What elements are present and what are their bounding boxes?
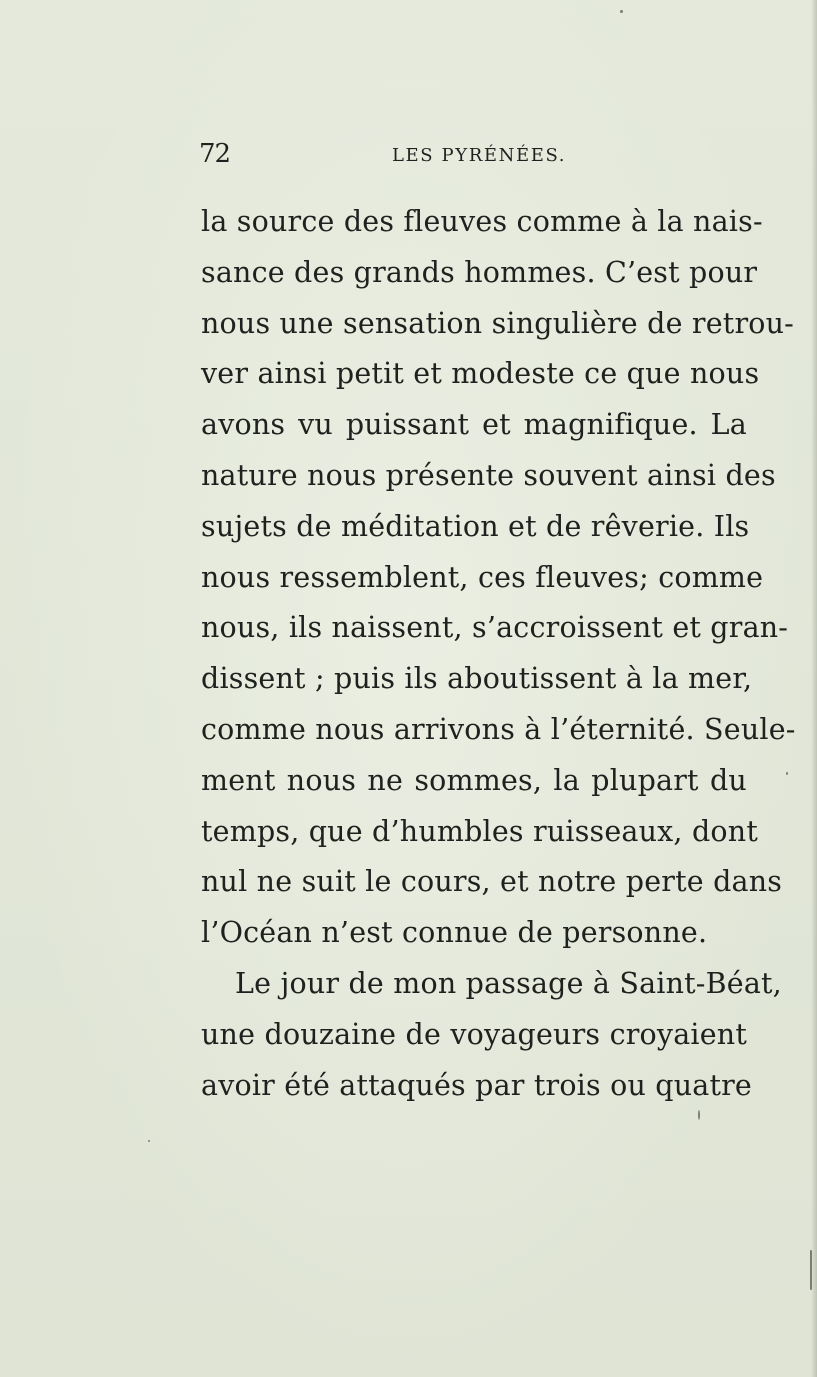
paper-speck bbox=[698, 1110, 700, 1120]
text-line: une douzaine de voyageurs croyaient bbox=[201, 1017, 747, 1051]
page-edge-shadow bbox=[811, 0, 817, 1377]
body-text bbox=[201, 197, 796, 1111]
running-title: LES PYRÉNÉES. bbox=[392, 145, 567, 166]
text-line: ver ainsi petit et modeste ce que nous bbox=[201, 357, 760, 391]
paragraph-end-line: l’Océan n’est connue de personne. bbox=[201, 916, 708, 950]
text-line: la source des fleuves comme à la nais- bbox=[201, 205, 763, 238]
text-line: sujets de méditation et de rêverie. Ils bbox=[201, 509, 750, 543]
text-line: sance des grands hommes. C’est pour bbox=[201, 255, 758, 289]
text-line: nature nous présente souvent ainsi des bbox=[201, 458, 776, 492]
text-line: dissent ; puis ils aboutissent à la mer, bbox=[201, 662, 753, 696]
paper-speck bbox=[810, 1250, 812, 1290]
text-line: nous ressemblent, ces fleuves; comme bbox=[201, 560, 764, 594]
text-line: nous une sensation singulière de retrou- bbox=[201, 306, 795, 340]
text-line: nous, ils naissent, s’accroissent et gran- bbox=[201, 611, 789, 645]
paper-speck bbox=[786, 772, 788, 775]
page-number: 72 bbox=[199, 139, 231, 169]
paragraph-start-line: Le jour de mon passage à Saint-Béat, bbox=[235, 966, 782, 1000]
text-line: temps, que d’humbles ruisseaux, dont bbox=[201, 814, 758, 848]
paper-speck bbox=[620, 10, 623, 13]
text-line: ment nous ne sommes, la plupart du bbox=[201, 763, 747, 797]
text-line: comme nous arrivons à l’éternité. Seule- bbox=[201, 712, 796, 746]
page-header bbox=[199, 136, 747, 176]
text-line: nul ne suit le cours, et notre perte dans bbox=[201, 865, 783, 899]
paper-speck bbox=[148, 1140, 150, 1142]
text-line: avons vu puissant et magnifique. La bbox=[201, 408, 747, 442]
text-line: avoir été attaqués par trois ou quatre bbox=[201, 1068, 752, 1102]
